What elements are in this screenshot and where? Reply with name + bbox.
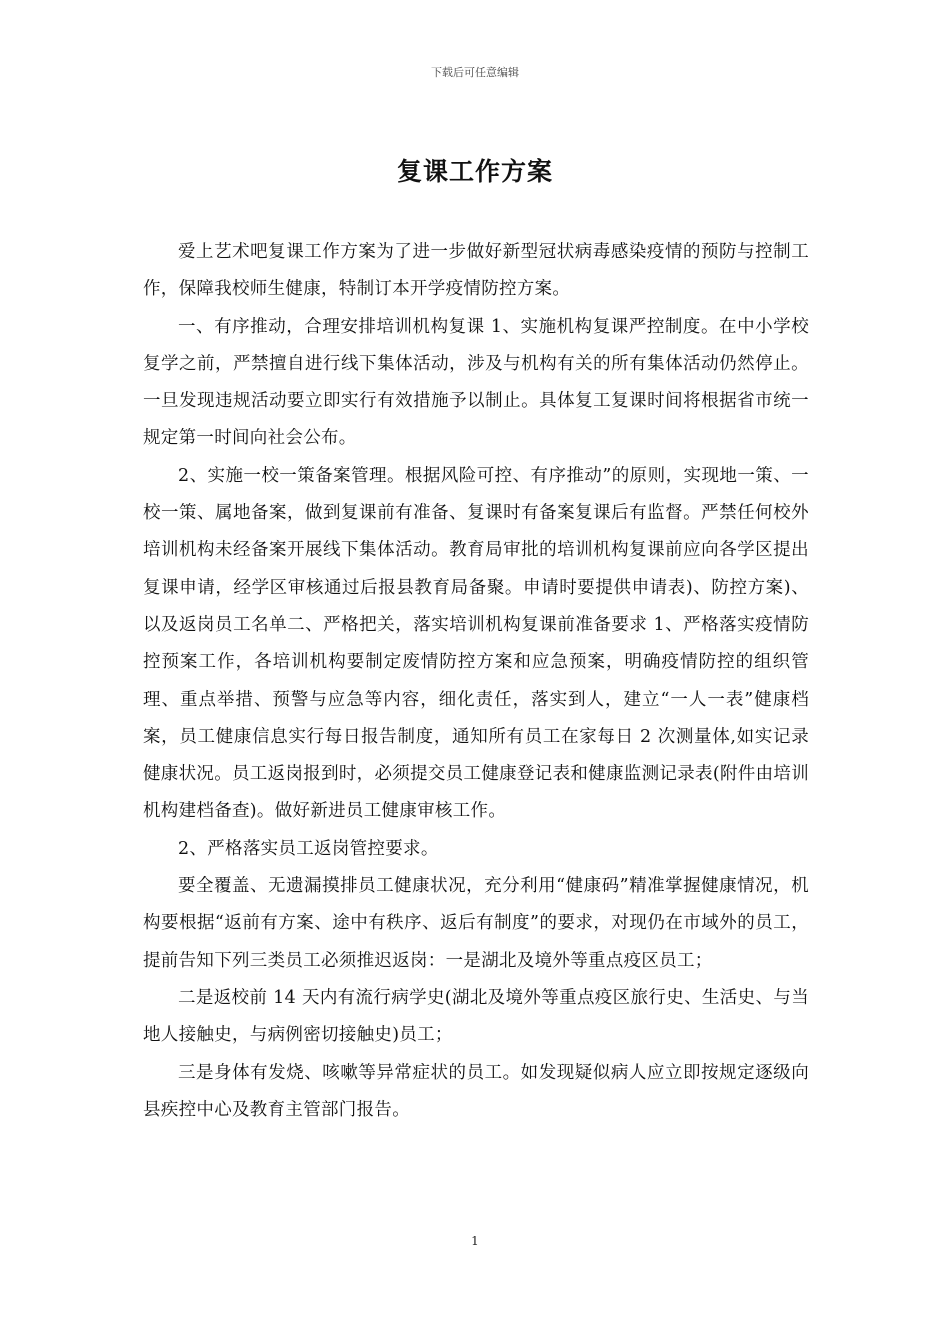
paragraph-symptoms: 三是身体有发烧、咳嗽等异常症状的员工。如发现疑似病人应立即按规定逐级向县疾控中心及教育主管部门报告。 (143, 1062, 809, 1120)
document-title: 复课工作方案 (396, 157, 553, 186)
page-number: 1 (471, 1234, 479, 1248)
paragraph-staff-return: 2、严格落实员工返岗管控要求。 (178, 838, 439, 859)
paragraph-health-screening: 要全覆盖、无遗漏摸排员工健康状况，充分利用“健康码”精准掌握健康情况，机构要根据“返前有方案、途中有秩序、返后有制度”的要求，对现仍在市域外的员工，提前告知下列三类员工必须推迟返岗：一是湖北及境外等重点疫区员工； (143, 876, 809, 971)
paragraph-intro: 爱上艺术吧复课工作方案为了进一步做好新型冠状病毒感染疫情的预防与控制工作，保障我校师生健康，特制订本开学疫情防控方案。 (143, 242, 809, 300)
paragraph-item-2: 2、实施一校一策备案管理。根据风险可控、有序推动”的原则，实现地一策、一校一策、属地备案，做到复课前有准备、复课时有备案复课后有监督。严禁任何校外培训机构未经备案开展线下集体活动。教育局审批的培训机构复课前应向各学区提出复课申请，经学区审核通过后报县教育局备聚。申请时要提供申请表)、防控方案)、以及返岗员工名单二、严格把关，落实培训机构复课前准备要求 1、严格落实疫情防控预案工作，各培训机构要制定废情防控方案和应急预案，明确疫情防控的组织管理、重点举措、预警与应急等内容，细化责任，落实到人，建立“一人一表”健康档案，员工健康信息实行每日报告制度，通知所有员工在家每日 2 次测量体,如实记录健康状况。员工返岗报到时，必须提交员工健康登记表和健康监测记录表(附件由培训机构建档备查)。做好新进员工健康审核工作。 (143, 465, 809, 822)
page-header-note: 下载后可任意编辑 (431, 66, 519, 79)
paragraph-epidemiology: 二是返校前 14 天内有流行病学史(湖北及境外等重点疫区旅行史、生活史、与当地人接触史，与病例密切接触史)员工； (143, 987, 809, 1046)
document-body (143, 234, 809, 1129)
paragraph-section-1: 一、有序推动，合理安排培训机构复课 1、实施机构复课严控制度。在中小学校复学之前，严禁擅自进行线下集体活动，涉及与机构有关的所有集体活动仍然停止。一旦发现违规活动要立即实行有效措施予以制止。具体复工复课时间将根据省市统一规定第一时间向社会公布。 (143, 316, 809, 449)
